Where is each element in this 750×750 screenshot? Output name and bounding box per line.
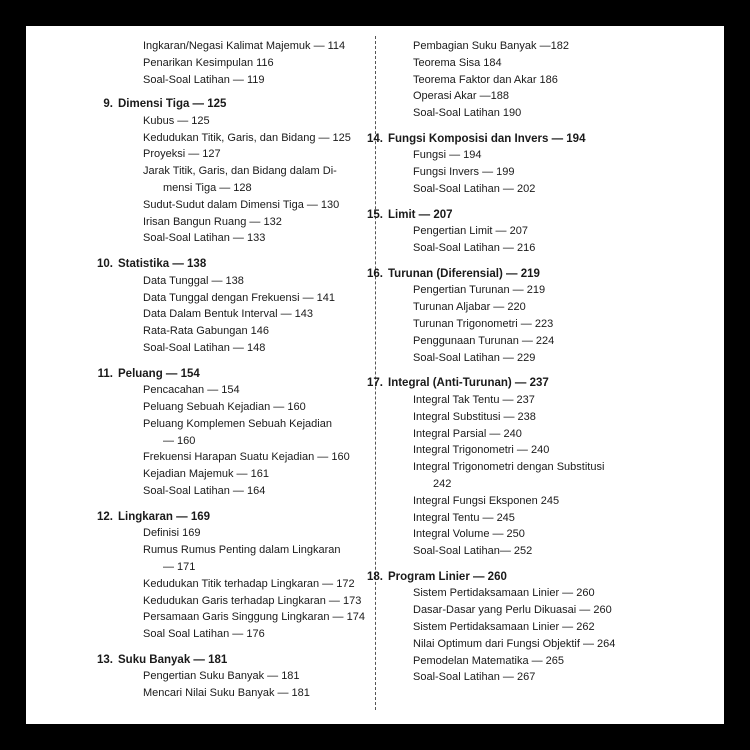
entry-text: Integral Substitusi — 238: [413, 410, 536, 423]
toc-entry: [388, 164, 718, 181]
entry-text: Irisan Bangun Ruang — 132: [143, 215, 282, 228]
toc-entry: [118, 525, 368, 542]
chapter-title: Dimensi Tiga — 125: [118, 98, 227, 111]
toc-entry: Teorema Sisa 184: [413, 56, 502, 69]
leading-items: [388, 38, 718, 122]
entry-text: Data Tunggal — 138: [143, 274, 244, 287]
entry-text: Pengertian Turunan — 219: [413, 284, 546, 297]
entry-text: Fungsi — 194: [413, 149, 482, 162]
entry-continuation: mensi Tiga — 128: [163, 182, 252, 195]
chapter-title: Statistika — 138: [118, 258, 207, 271]
entry-text: Rumus Rumus Penting dalam Lingkaran: [143, 544, 341, 557]
toc-entry: Soal-Soal Latihan — 119: [143, 73, 265, 86]
toc-entry: [388, 299, 718, 316]
toc-entry: [388, 510, 718, 527]
toc-entry: [388, 350, 718, 367]
toc-entry: [388, 240, 718, 257]
chapter-section: [367, 207, 718, 257]
chapter-title: Limit — 207: [388, 208, 453, 221]
toc-entry: [118, 399, 368, 416]
toc-entry: [118, 306, 368, 323]
toc-entry: Teorema Faktor dan Akar 186: [413, 73, 558, 86]
chapter-heading: [367, 131, 718, 148]
toc-entry: [118, 290, 368, 307]
entry-text: Turunan Aljabar — 220: [413, 301, 526, 314]
toc-entry: [118, 130, 368, 147]
toc-entry: [388, 392, 718, 409]
entry-text: Nilai Optimum dari Fungsi Objektif — 264: [413, 637, 616, 650]
chapter-section: [97, 366, 368, 500]
entry-text: Soal-Soal Latihan — 164: [143, 485, 266, 498]
toc-entry: [118, 273, 368, 290]
chapter-number: 12.: [97, 510, 113, 523]
entry-text: Persamaan Garis Singgung Lingkaran — 174: [143, 611, 365, 624]
toc-entry: [118, 576, 368, 593]
toc-entry: [118, 323, 368, 340]
toc-entry: [118, 416, 368, 450]
chapter-heading: [367, 375, 718, 392]
toc-entry: Penarikan Kesimpulan 116: [143, 56, 274, 69]
entry-text: Kubus — 125: [143, 114, 210, 127]
toc-entry: Operasi Akar —188: [413, 90, 509, 103]
chapter-heading: [103, 96, 368, 113]
chapter-number: 14.: [367, 132, 383, 145]
chapter-title: Peluang — 154: [118, 367, 200, 380]
toc-entry: [118, 609, 368, 626]
entry-text: Penggunaan Turunan — 224: [413, 334, 555, 347]
toc-entry: [388, 585, 718, 602]
document-page: [26, 26, 724, 724]
entry-text: Soal-Soal Latihan — 133: [143, 232, 266, 245]
entry-text: Pemodelan Matematika — 265: [413, 654, 565, 667]
toc-entry: [118, 685, 368, 702]
toc-entry: [118, 230, 368, 247]
entry-text: Pencacahan — 154: [143, 384, 240, 397]
toc-entry: [118, 466, 368, 483]
chapter-number: 10.: [97, 258, 113, 271]
entry-text: Fungsi Invers — 199: [413, 166, 515, 179]
toc-entry: [118, 214, 368, 231]
chapter-section: [97, 652, 368, 702]
chapter-heading: [367, 569, 718, 586]
toc-entry: [388, 636, 718, 653]
entry-text: Jarak Titik, Garis, dan Bidang dalam Di-: [143, 165, 337, 178]
chapter-section: [103, 96, 368, 247]
entry-text: Data Tunggal dengan Frekuensi — 141: [143, 291, 336, 304]
toc-entry: [118, 593, 368, 610]
chapter-section: [367, 375, 718, 559]
toc-entry: [388, 223, 718, 240]
toc-entry: [118, 197, 368, 214]
entry-text: Mencari Nilai Suku Banyak — 181: [143, 687, 310, 700]
toc-entry: [118, 542, 368, 576]
chapter-number: 16.: [367, 267, 383, 280]
toc-entry: [388, 459, 718, 493]
entry-text: Soal-Soal Latihan — 229: [413, 351, 536, 364]
entry-text: Integral Trigonometri — 240: [413, 444, 550, 457]
toc-entry: [388, 181, 718, 198]
entry-text: Sistem Pertidaksamaan Linier — 262: [413, 621, 595, 634]
chapter-heading: [97, 509, 368, 526]
chapter-section: [367, 131, 718, 198]
toc-entry: [388, 602, 718, 619]
entry-text: Soal-Soal Latihan— 252: [413, 545, 533, 558]
toc-entry: [118, 668, 368, 685]
chapter-number: 13.: [97, 653, 113, 666]
entry-text: Integral Parsial — 240: [413, 427, 522, 440]
chapter-heading: [97, 366, 368, 383]
toc-entry: [388, 147, 718, 164]
entry-text: Definisi 169: [143, 527, 201, 540]
toc-entry: [118, 382, 368, 399]
chapter-number: 15.: [367, 208, 383, 221]
chapter-number: 18.: [367, 570, 383, 583]
chapter-heading: [97, 652, 368, 669]
entry-text: Integral Trigonometri dengan Substitusi: [413, 461, 605, 474]
entry-continuation: — 171: [163, 560, 196, 573]
chapter-title: Turunan (Diferensial) — 219: [388, 267, 540, 280]
toc-entry: [388, 543, 718, 560]
entry-text: Kedudukan Titik terhadap Lingkaran — 172: [143, 577, 355, 590]
toc-entry: [118, 483, 368, 500]
toc-entry: [388, 333, 718, 350]
leading-items: [118, 38, 368, 88]
entry-text: Integral Tak Tentu — 237: [413, 393, 535, 406]
entry-text: Integral Volume — 250: [413, 528, 525, 541]
chapter-number: 11.: [97, 367, 113, 380]
toc-left-column: [97, 38, 368, 702]
toc-entry: [118, 113, 368, 130]
chapter-section: [97, 256, 368, 356]
entry-text: Rata-Rata Gabungan 146: [143, 325, 269, 338]
chapter-section: [367, 266, 718, 366]
entry-text: Soal Soal Latihan — 176: [143, 628, 265, 641]
chapter-heading: [97, 256, 368, 273]
chapter-heading: [367, 266, 718, 283]
toc-entry: [118, 449, 368, 466]
chapter-title: Program Linier — 260: [388, 570, 507, 583]
entry-text: Turunan Trigonometri — 223: [413, 318, 554, 331]
toc-entry: Ingkaran/Negasi Kalimat Majemuk — 114: [143, 40, 346, 52]
toc-entry: [388, 526, 718, 543]
toc-entry: [388, 493, 718, 510]
toc-entry: [388, 409, 718, 426]
toc-right-column: [367, 38, 718, 686]
entry-text: Kedudukan Garis terhadap Lingkaran — 173: [143, 594, 362, 607]
chapter-title: Integral (Anti-Turunan) — 237: [388, 377, 549, 390]
entry-text: Kejadian Majemuk — 161: [143, 468, 269, 481]
entry-text: Integral Fungsi Eksponen 245: [413, 494, 560, 507]
entry-text: Soal-Soal Latihan — 216: [413, 242, 536, 255]
toc-entry: [388, 316, 718, 333]
toc-entry: [118, 146, 368, 163]
entry-text: Dasar-Dasar yang Perlu Dikuasai — 260: [413, 604, 612, 617]
chapter-number: 17.: [367, 377, 383, 390]
entry-text: Peluang Komplemen Sebuah Kejadian: [143, 417, 332, 430]
entry-text: Soal-Soal Latihan — 267: [413, 671, 536, 684]
chapter-section: [367, 569, 718, 686]
entry-continuation: — 160: [163, 434, 196, 447]
toc-entry: [388, 426, 718, 443]
entry-text: Sudut-Sudut dalam Dimensi Tiga — 130: [143, 198, 340, 211]
chapter-number: 9.: [103, 98, 113, 111]
toc-entry: [118, 163, 368, 197]
toc-entry: [388, 282, 718, 299]
entry-text: Soal-Soal Latihan — 148: [143, 341, 266, 354]
toc-entry: [388, 653, 718, 670]
entry-text: Frekuensi Harapan Suatu Kejadian — 160: [143, 451, 350, 464]
entry-text: Pengertian Suku Banyak — 181: [143, 670, 300, 683]
chapter-title: Fungsi Komposisi dan Invers — 194: [388, 132, 586, 145]
toc-entry: [388, 619, 718, 636]
chapter-title: Suku Banyak — 181: [118, 653, 228, 666]
toc-entry: [118, 626, 368, 643]
entry-continuation: 242: [433, 477, 452, 490]
toc-entry: [388, 669, 718, 686]
entry-text: Proyeksi — 127: [143, 148, 221, 161]
entry-text: Kedudukan Titik, Garis, dan Bidang — 125: [143, 131, 351, 144]
entry-text: Integral Tentu — 245: [413, 511, 515, 524]
entry-text: Pengertian Limit — 207: [413, 225, 528, 238]
toc-entry: Pembagian Suku Banyak —182: [413, 40, 569, 52]
entry-text: Peluang Sebuah Kejadian — 160: [143, 401, 306, 414]
entry-text: Data Dalam Bentuk Interval — 143: [143, 308, 313, 321]
toc-entry: Soal-Soal Latihan 190: [413, 107, 522, 120]
chapter-title: Lingkaran — 169: [118, 510, 211, 523]
entry-text: Sistem Pertidaksamaan Linier — 260: [413, 587, 595, 600]
toc-entry: [388, 442, 718, 459]
chapter-section: [97, 509, 368, 643]
toc-entry: [118, 340, 368, 357]
entry-text: Soal-Soal Latihan — 202: [413, 183, 536, 196]
chapter-heading: [367, 207, 718, 224]
